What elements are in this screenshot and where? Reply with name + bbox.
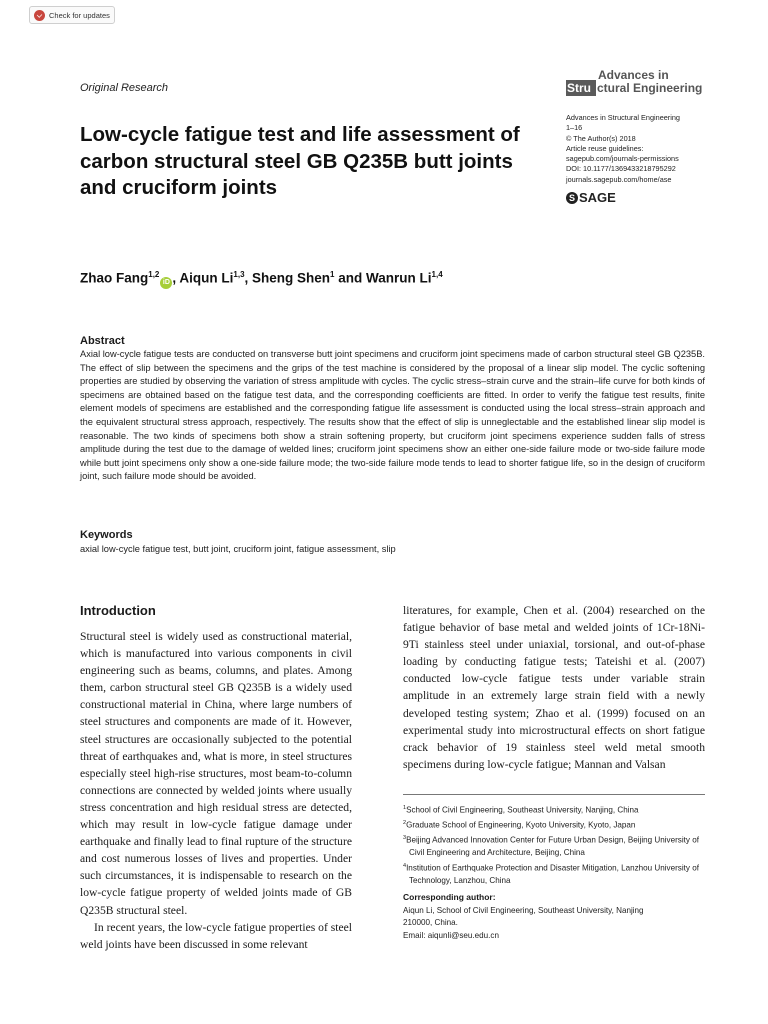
check-updates-label: Check for updates <box>49 10 110 20</box>
check-updates-icon <box>34 10 45 21</box>
keywords-text: axial low-cycle fatigue test, butt joint, cruciform joint, fatigue assessment, slip <box>80 544 396 554</box>
publisher-name: SAGE <box>579 190 616 205</box>
abstract-text: Axial low-cycle fatigue tests are conducted on transverse butt joint specimens and cruciform joint specimens made of carbon structural steel GB Q235B. The effect of slip between the specimens and the grips of the test machine is considered by the proposal of a linear slip model. The cyclic softening properties are studied by observing the variation of stress amplitude with cycles. The cyclic stress–strain curve and the strain–life curve for both kinds of specimens are obtained based on the fatigue test data, and the corresponding coefficients are fitted. In order to verify the fatigue test results, finite element models of specimens are established and the corresponding fatigue life assessment is conducted using the local stress–strain approach and the equivalent structural stress approach, respectively. The results show that the effect of slip is unneglectable and the established linear slip model is reasonable. The two kinds of specimens both show a strain softening property, but cruciform joint specimens experience sudden falls of stress amplitude during the test due to the damage of welded lines; cruciform joint specimens show an either one-side failure mode or two-side failure mode while butt joint specimens only show a one-side failure mode; the two-side failure mode tends to lead to shorter fatigue life, so in the design of cruciform joint, such failure mode should be avoided. <box>80 349 705 482</box>
sage-icon: S <box>566 192 578 204</box>
affiliation-item: $^4$Institution of Earthquake Protection and Disaster Mitigation, Lanzhou University of Technology, Lanzhou, China <box>403 862 699 885</box>
orcid-icon[interactable]: iD <box>160 277 172 289</box>
meta-reuse: Article reuse guidelines: <box>566 143 644 153</box>
affiliation-item: $^3$Beijing Advanced Innovation Center for Future Urban Design, Beijing University of Civil Engineering and Architecture, Beijing, China <box>403 835 699 858</box>
author-name[interactable]: Sheng Shen <box>252 270 331 286</box>
meta-journal-link[interactable]: journals.sagepub.com/home/ase <box>566 174 672 184</box>
article-metadata <box>566 113 680 185</box>
corresponding-author-heading: Corresponding author: <box>403 892 496 902</box>
author-name[interactable]: Wanrun Li <box>366 270 432 286</box>
body-column-right <box>403 602 705 773</box>
affiliation-item: $^2$Graduate School of Engineering, Kyoto University, Kyoto, Japan <box>403 820 636 830</box>
abstract-heading: Abstract <box>80 335 125 347</box>
journal-logo <box>566 68 706 98</box>
meta-copyright: © The Author(s) 2018 <box>566 133 636 143</box>
author-name[interactable]: Zhao Fang <box>80 270 149 286</box>
author-affiliation: 1,3 <box>233 270 245 279</box>
meta-journal: Advances in Structural Engineering <box>566 113 680 122</box>
journal-logo-box: Stru <box>566 80 596 96</box>
body-paragraph: Structural steel is widely used as constructional material, which is manufactured into various components in civil engineering such as beams, columns, and plates. Among them, carbon structural steel GB Q235B is a widely used constructional material in China, where large numbers of steel structures and components are made of it. However, steel structures are occasionally subjected to the potential threat of earthquakes and, what is more, in steel structures especially steel high-rise structures, most beam-to-column connections are connected by welded joints where usually stress concentration and high residual stress are detected, which may result in low-cycle fatigue damage under earthquake and finally lead to final rupture of the structure and cost numerous losses of lives and properties. Under such circumstances, it is indispensable to research on the low-cycle fatigue property of welded joints made of GB Q235B structural steel. <box>80 630 352 917</box>
affiliation-item: $^1$School of Civil Engineering, Southeast University, Nanjing, China <box>403 805 639 815</box>
author-name[interactable]: Aiqun Li <box>179 270 234 286</box>
meta-doi[interactable]: DOI: 10.1177/1369433218795292 <box>566 164 676 174</box>
journal-logo-line2: ctural Engineering <box>597 81 703 95</box>
meta-permissions-link[interactable]: sagepub.com/journals-permissions <box>566 154 679 164</box>
publisher-logo <box>566 190 616 205</box>
corresponding-address-2: 210000, China. <box>403 918 458 928</box>
check-for-updates-button[interactable] <box>29 6 115 24</box>
author-list: Zhao Fang$^{1,2}$iD , Aiqun Li$^{1,3}$, Sheng Shen$^1$ and Wanrun Li$^{1,4}$ <box>80 270 443 289</box>
author-affiliation: 1,4 <box>431 270 443 279</box>
author-affiliation: 1 <box>330 270 335 279</box>
body-paragraph: literatures, for example, Chen et al. (2004) researched on the fatigue behavior of base metal and welded joints of 1Cr-18Ni-9Ti stainless steel under uniaxial, torsional, and out-of-phase loading by conducting fatigue tests; Tateishi et al. (2007) conducted low-cycle fatigue tests under variable strain amplitude in an extremely large strain field with a newly developed testing system; Zhao et al. (1999) focused on an experimental study into microstructural effects on short fatigue crack behavior of 19 stainless steel weld metal smooth specimens during low-cycle fatigue; Mannan and Valsan <box>403 604 705 771</box>
corresponding-email[interactable]: Email: aiqunli@seu.edu.cn <box>403 930 499 940</box>
body-paragraph: In recent years, the low-cycle fatigue properties of steel weld joints have been discussed in some relevant <box>80 920 352 951</box>
corresponding-author <box>403 905 705 942</box>
corresponding-address: Aiqun Li, School of Civil Engineering, Southeast University, Nanjing <box>403 906 644 915</box>
article-title: Low-cycle fatigue test and life assessment of carbon structural steel GB Q235B butt joints and cruciform joints <box>80 123 520 199</box>
article-type: Original Research <box>80 82 169 94</box>
keywords-heading: Keywords <box>80 529 133 541</box>
journal-logo-line1: Advances in <box>598 68 669 82</box>
author-affiliation: 1,2 <box>148 270 160 279</box>
affiliations <box>403 802 705 887</box>
meta-pages: 1–16 <box>566 123 583 133</box>
body-column-left <box>80 628 352 953</box>
footnote-divider <box>403 794 705 795</box>
introduction-heading: Introduction <box>80 603 156 618</box>
